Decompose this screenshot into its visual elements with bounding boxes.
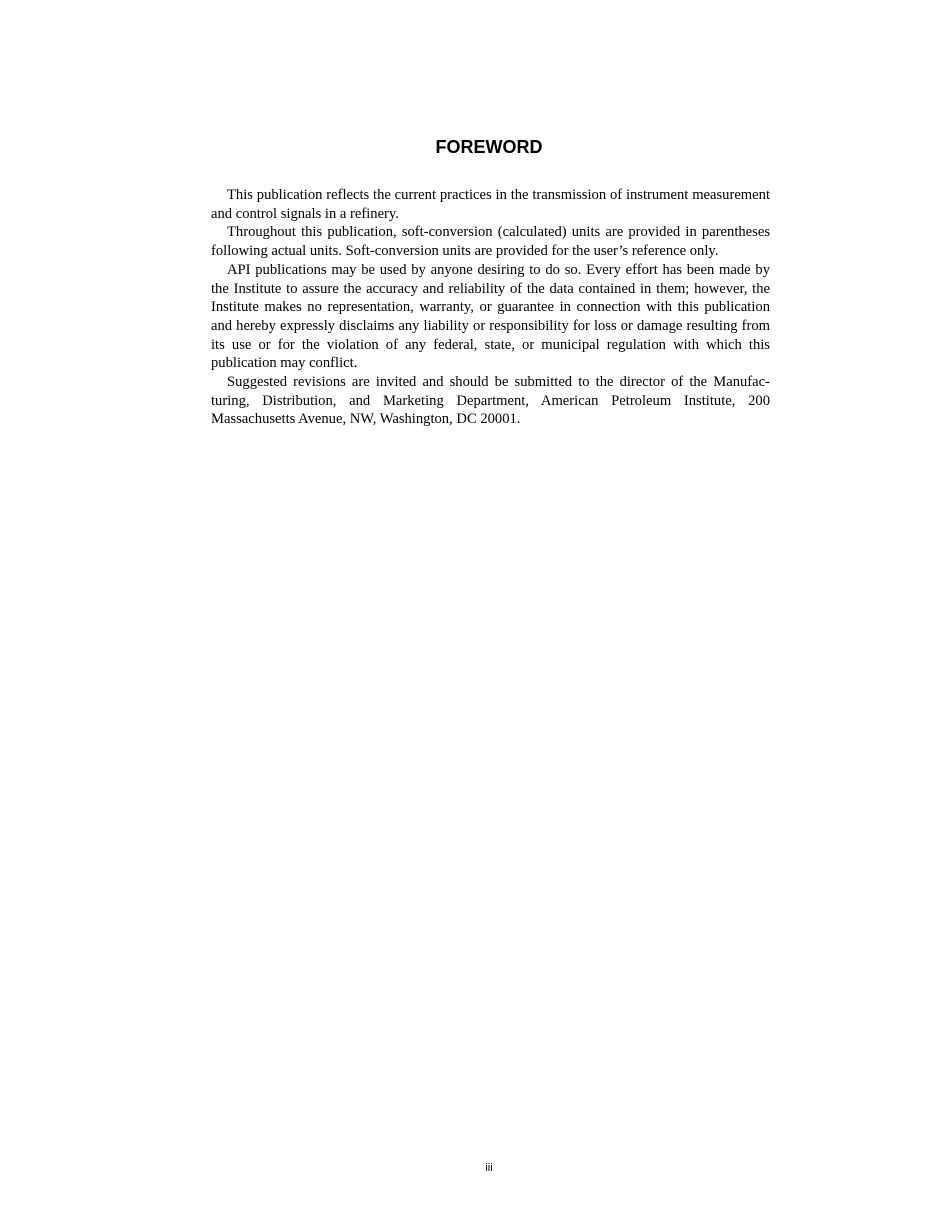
paragraph-purpose: This publication reflects the current practices in the transmission of instrument measurement and control signals in a refinery. (211, 187, 770, 222)
page-number: iii (485, 1162, 493, 1174)
foreword-body (211, 186, 770, 429)
page-title: FOREWORD (435, 137, 543, 157)
paragraph-revisions: Suggested revisions are invited and should be submitted to the director of the Manufacturing, Distribution, and Marketing Department, American Petroleum Institute, 200 Massachusetts Avenue, NW, Washington, DC 20001. (211, 374, 770, 428)
paragraph-units: Throughout this publication, soft-conversion (calculated) units are provided in parentheses following actual units. Soft-conversion units are provided for the user’s reference only. (211, 224, 770, 260)
paragraph-disclaimer: API publications may be used by anyone desiring to do so. Every effort has been made by the Institute to assure the accuracy and reliability of the data contained in them; however, the Institute makes no representation, warranty, or guarantee in connection with this publication and hereby expressly disclaims any liability or responsibility for loss or damage resulting from its use or for the violation of any federal, state, or municipal regulation with which this publication may conflict. (211, 261, 770, 372)
